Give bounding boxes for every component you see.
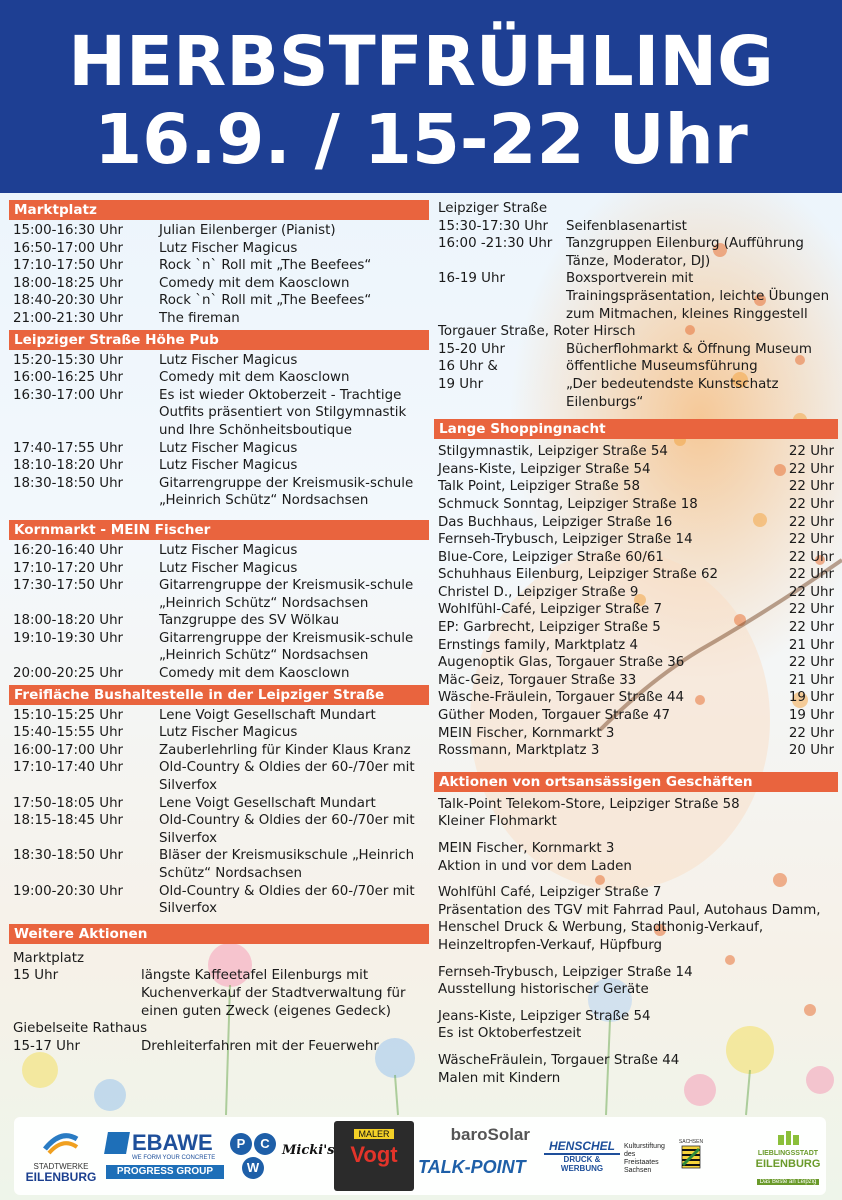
- shop-time: 21 Uhr: [788, 637, 834, 653]
- schedule-row: [434, 235, 838, 270]
- schedule-row: [9, 240, 429, 258]
- schedule-row: [9, 630, 429, 665]
- talkpoint-text: TALK-POINT: [418, 1157, 526, 1177]
- row-text: Lutz Fischer Magicus: [159, 352, 298, 368]
- shop-name: Talk Point, Leipziger Straße 58: [438, 479, 641, 495]
- maler-text: MALER: [354, 1129, 393, 1139]
- shop-row: [434, 619, 838, 637]
- shop-time: 19 Uhr: [788, 708, 834, 724]
- shop-row: [434, 584, 838, 602]
- left-column: [9, 200, 429, 1055]
- row-time: 15:10-15:25 Uhr: [13, 707, 124, 723]
- kulturstiftung-logo: [624, 1143, 674, 1183]
- schedule-row: [9, 369, 429, 387]
- shop-time: 22 Uhr: [788, 567, 834, 583]
- shop-time: 22 Uhr: [788, 584, 834, 600]
- action-block: [434, 964, 838, 999]
- row-text: Lene Voigt Gesellschaft Mundart: [159, 795, 376, 811]
- stadtwerke-emblem-icon: [41, 1129, 81, 1157]
- row-time: 16-19 Uhr: [438, 271, 505, 287]
- row-text: Lutz Fischer Magicus: [159, 440, 298, 456]
- row-text: Old-Country & Oldies der 60-/70er mit Silverfox: [159, 883, 415, 917]
- row-text: Gitarrengruppe der Kreismusik-schule „Heinrich Schütz“ Nordsachsen: [159, 630, 414, 664]
- sponsor-fineprint: [708, 1143, 748, 1179]
- section-weitere-title: Weitere Aktionen: [9, 924, 429, 944]
- henschel-text: HENSCHEL: [548, 1139, 615, 1153]
- castle-icon: [776, 1129, 800, 1145]
- row-text: öffentliche Museumsführung: [566, 359, 758, 375]
- row-text: Lutz Fischer Magicus: [159, 725, 298, 741]
- schedule-row: [9, 222, 429, 240]
- action-block: [434, 840, 838, 875]
- ebawe-slogan: WE FORM YOUR CONCRETE: [132, 1155, 216, 1161]
- page-subtitle: 16.9. / 15-22 Uhr: [94, 100, 748, 180]
- vogt-text: Vogt: [350, 1142, 398, 1167]
- shop-time: 22 Uhr: [788, 620, 834, 636]
- row-time: 18:00-18:25 Uhr: [13, 275, 124, 291]
- section-weitere: [9, 950, 429, 1056]
- schedule-row: [9, 883, 429, 918]
- ebawe-logo: [106, 1131, 224, 1187]
- shop-row: [434, 637, 838, 655]
- schedule-row: [9, 542, 429, 560]
- schedule-row: [9, 759, 429, 794]
- row-time: 17:10-17:50 Uhr: [13, 258, 124, 274]
- progress-group-text: PROGRESS GROUP: [106, 1165, 224, 1179]
- shop-row: [434, 478, 838, 496]
- row-text: längste Kaffeetafel Eilenburgs mit Kuchenverkauf der Stadtverwaltung für einen guten Zweck (eigenes Gedeck): [141, 968, 406, 1019]
- section-aktionen: [434, 796, 838, 1087]
- shop-time: 22 Uhr: [788, 725, 834, 741]
- row-text: Boxsportverein mit Trainingspräsentation, leichte Übungen zum Mitmachen, kleines Ringgestell: [566, 271, 830, 322]
- shop-row: [434, 601, 838, 619]
- header-banner: [0, 0, 842, 193]
- right-column: [434, 200, 838, 1096]
- shop-name: Rossmann, Marktplatz 3: [438, 743, 600, 759]
- shop-row: [434, 443, 838, 461]
- section-kornmarkt-title: Kornmarkt - MEIN Fischer: [9, 520, 429, 540]
- stadtwerke-city: EILENBURG: [25, 1170, 97, 1184]
- ebawe-mark-icon: [104, 1132, 130, 1154]
- row-time: 20:00-20:25 Uhr: [13, 666, 124, 682]
- schedule-row: [9, 457, 429, 475]
- row-time: 16:30-17:00 Uhr: [13, 387, 124, 403]
- row-text: Bläser der Kreismusikschule „Heinrich Schütz“ Nordsachsen: [159, 848, 415, 881]
- shop-time: 22 Uhr: [788, 444, 834, 460]
- row-time: 15:30-17:30 Uhr: [438, 218, 549, 234]
- schedule-row: [9, 292, 429, 310]
- shop-row: [434, 514, 838, 532]
- row-text: Old-Country & Oldies der 60-/70er mit Silverfox: [159, 813, 415, 846]
- lieb-text-3: Das Beste an Leipzig: [757, 1179, 820, 1185]
- schedule-row: [434, 270, 838, 323]
- row-text: Lene Voigt Gesellschaft Mundart: [159, 707, 376, 723]
- row-text: Zauberlehrling für Kinder Klaus Kranz: [159, 742, 411, 758]
- row-time: 16:20-16:40 Uhr: [13, 542, 124, 558]
- action-head: Jeans-Kiste, Leipziger Straße 54: [438, 1008, 651, 1024]
- row-text: Seifenblasenartist: [566, 218, 687, 234]
- row-text: Drehleiterfahren mit der Feuerwehr: [141, 1038, 379, 1054]
- pcw-p: P: [230, 1133, 252, 1155]
- pcw-c: C: [254, 1133, 276, 1155]
- ebawe-text: EBAWE: [132, 1130, 213, 1155]
- kultur-line-3: Freistaates: [624, 1159, 659, 1166]
- row-text: Rock `n` Roll mit „The Beefees“: [159, 293, 372, 309]
- action-head: Fernseh-Trybusch, Leipziger Straße 14: [438, 964, 693, 980]
- row-text: Gitarrengruppe der Kreismusik-schule „Heinrich Schütz“ Nordsachsen: [159, 475, 414, 509]
- shop-time: 22 Uhr: [788, 602, 834, 618]
- shop-row: [434, 461, 838, 479]
- row-time: 16:00-17:00 Uhr: [13, 742, 124, 758]
- row-time: 16 Uhr &: [438, 359, 498, 375]
- action-head: Wohlfühl Café, Leipziger Straße 7: [438, 885, 662, 901]
- row-time: 18:30-18:50 Uhr: [13, 475, 124, 491]
- row-text: Comedy mit dem Kaosclown: [159, 370, 350, 386]
- shop-name: Christel D., Leipziger Straße 9: [438, 584, 639, 600]
- shop-time: 22 Uhr: [788, 655, 834, 671]
- barosolar-text: baroSolar: [450, 1125, 530, 1144]
- place-label: Leipziger Straße: [438, 201, 548, 216]
- schedule-row: [9, 707, 429, 725]
- shop-time: 22 Uhr: [788, 479, 834, 495]
- schedule-row: [9, 440, 429, 458]
- shop-time: 22 Uhr: [788, 461, 834, 477]
- shop-row: [434, 742, 838, 760]
- row-time: 21:00-21:30 Uhr: [13, 310, 124, 326]
- lieblingsstadt-logo: [752, 1129, 824, 1189]
- shop-time: 22 Uhr: [788, 549, 834, 565]
- schedule-row: [9, 742, 429, 760]
- shop-time: 22 Uhr: [788, 532, 834, 548]
- place-label: Marktplatz: [13, 950, 84, 966]
- row-text: The fireman: [159, 310, 240, 326]
- row-time: 19:10-19:30 Uhr: [13, 630, 124, 646]
- schedule-row: [434, 341, 838, 359]
- row-text: Tanzgruppen Eilenburg (Aufführung Tänze, Moderator, DJ): [566, 236, 804, 269]
- row-time: 15-17 Uhr: [13, 1038, 80, 1054]
- schedule-row: [9, 724, 429, 742]
- schedule-row: [9, 612, 429, 630]
- shop-row: [434, 496, 838, 514]
- shop-name: Mäc-Geiz, Torgauer Straße 33: [438, 672, 637, 688]
- schedule-row: [434, 376, 838, 411]
- sachsen-text: SACHSEN: [678, 1139, 704, 1145]
- row-text: Lutz Fischer Magicus: [159, 458, 298, 474]
- section-aktionen-title: Aktionen von ortsansässigen Geschäften: [434, 772, 838, 792]
- row-time: 15-20 Uhr: [438, 341, 505, 357]
- section-shopping: [434, 443, 838, 760]
- action-body: Es ist Oktoberfestzeit: [438, 1026, 582, 1042]
- row-text: „Der bedeutendste Kunstschatz Eilenburgs“: [566, 376, 779, 410]
- row-time: 15:00-16:30 Uhr: [13, 223, 124, 238]
- shop-name: Güther Moden, Torgauer Straße 47: [438, 708, 671, 724]
- schedule-row: [9, 812, 429, 847]
- maler-vogt-logo: [334, 1121, 414, 1191]
- schedule-row: [9, 665, 429, 683]
- shop-name: Wohlfühl-Café, Leipziger Straße 7: [438, 602, 662, 618]
- shop-name: Wäsche-Fräulein, Torgauer Straße 44: [438, 690, 685, 706]
- row-text: Comedy mit dem Kaosclown: [159, 666, 350, 682]
- pcw-logo: [228, 1133, 280, 1187]
- row-time: 16:00-16:25 Uhr: [13, 370, 124, 386]
- action-block: [434, 796, 838, 831]
- shop-name: Jeans-Kiste, Leipziger Straße 54: [438, 461, 651, 477]
- row-time: 15:20-15:30 Uhr: [13, 352, 124, 368]
- section-bushalt: [9, 707, 429, 918]
- shop-time: 19 Uhr: [788, 690, 834, 706]
- shop-row: [434, 672, 838, 690]
- shop-row: [434, 654, 838, 672]
- row-text: Julian Eilenberger (Pianist): [159, 223, 336, 238]
- schedule-row: [434, 218, 838, 236]
- shop-row: [434, 566, 838, 584]
- row-time: 15 Uhr: [13, 968, 59, 984]
- shop-row: [434, 725, 838, 743]
- section-kornmarkt: [9, 542, 429, 683]
- row-time: 17:10-17:40 Uhr: [13, 760, 124, 776]
- section-bushalt-title: Freifläche Bushaltestelle in der Leipziger Straße: [9, 685, 429, 705]
- shop-name: EP: Garbrecht, Leipziger Straße 5: [438, 620, 661, 636]
- shop-row: [434, 707, 838, 725]
- action-body: Ausstellung historischer Geräte: [438, 982, 649, 998]
- shop-time: 20 Uhr: [788, 743, 834, 759]
- shop-name: Fernseh-Trybusch, Leipziger Straße 14: [438, 532, 693, 548]
- shop-name: Blue-Core, Leipziger Straße 60/61: [438, 549, 664, 565]
- sachsen-crest-icon: [681, 1145, 701, 1169]
- shop-time: 21 Uhr: [788, 672, 834, 688]
- schedule-row: [9, 577, 429, 612]
- shop-name: Augenoptik Glas, Torgauer Straße 36: [438, 655, 685, 671]
- shop-time: 22 Uhr: [788, 514, 834, 530]
- row-time: 17:50-18:05 Uhr: [13, 795, 124, 811]
- barosolar-talkpoint-logo: [418, 1125, 544, 1191]
- action-body: Malen mit Kindern: [438, 1070, 561, 1086]
- row-time: 19:00-20:30 Uhr: [13, 883, 124, 899]
- row-text: Es ist wieder Oktoberzeit - Trachtige Outfits präsentiert von Stilgymnastik und Ihre Schönheitsboutique: [159, 387, 407, 438]
- row-text: Lutz Fischer Magicus: [159, 560, 298, 576]
- row-time: 17:10-17:20 Uhr: [13, 560, 124, 576]
- row-text: Comedy mit dem Kaosclown: [159, 275, 350, 291]
- section-pub-title: Leipziger Straße Höhe Pub: [9, 330, 429, 350]
- page-title: HERBSTFRÜHLING: [68, 22, 774, 102]
- kultur-line-1: Kulturstiftung: [624, 1143, 665, 1150]
- pcw-w: W: [242, 1157, 264, 1179]
- stadtwerke-logo: [20, 1129, 102, 1187]
- schedule-row: [9, 310, 429, 328]
- schedule-row: [434, 358, 838, 376]
- shop-row: [434, 689, 838, 707]
- shop-time: 22 Uhr: [788, 496, 834, 512]
- row-time: 17:30-17:50 Uhr: [13, 578, 124, 594]
- henschel-logo: [544, 1139, 620, 1181]
- row-time: 18:30-18:50 Uhr: [13, 848, 124, 864]
- kultur-line-2: des: [624, 1151, 636, 1158]
- row-time: 17:40-17:55 Uhr: [13, 440, 124, 456]
- sponsor-footer: [14, 1117, 826, 1195]
- lieb-text-2: EILENBURG: [755, 1158, 821, 1170]
- action-body: Präsentation des TGV mit Fahrrad Paul, Autohaus Damm, Henschel Druck & Werbung, Stadthonig-Verkauf, Heinzeltropfen-Verkauf, Hüpfburg: [438, 902, 821, 953]
- kultur-line-4: Sachsen: [624, 1167, 652, 1174]
- row-text: Lutz Fischer Magicus: [159, 542, 298, 558]
- shop-row: [434, 549, 838, 567]
- lieb-text-1: LIEBLINGSSTADT: [757, 1150, 819, 1157]
- schedule-row: [9, 475, 429, 510]
- row-time: 15:40-15:55 Uhr: [13, 725, 124, 741]
- action-head: WäscheFräulein, Torgauer Straße 44: [438, 1052, 680, 1068]
- row-text: Gitarrengruppe der Kreismusik-schule „Heinrich Schütz“ Nordsachsen: [159, 578, 414, 611]
- section-shopping-title: Lange Shoppingnacht: [434, 419, 838, 439]
- action-head: Talk-Point Telekom-Store, Leipziger Straße 58: [438, 796, 740, 812]
- row-time: 18:10-18:20 Uhr: [13, 458, 124, 474]
- row-time: 18:00-18:20 Uhr: [13, 613, 124, 629]
- row-text: Lutz Fischer Magicus: [159, 240, 298, 256]
- schedule-row: [9, 795, 429, 813]
- schedule-row: [9, 275, 429, 293]
- mickis-logo: Micki's: [282, 1143, 335, 1158]
- action-body: Kleiner Flohmarkt: [438, 814, 557, 830]
- schedule-row: [9, 387, 429, 440]
- shop-name: Das Buchhaus, Leipziger Straße 16: [438, 514, 673, 530]
- schedule-row: [9, 560, 429, 578]
- schedule-row: [9, 967, 429, 1020]
- place-label: Torgauer Straße, Roter Hirsch: [438, 324, 636, 340]
- action-block: [434, 884, 838, 954]
- section-marktplatz: [9, 222, 429, 328]
- sachsen-logo: [678, 1139, 704, 1179]
- shop-name: Schuhhaus Eilenburg, Leipziger Straße 62: [438, 567, 718, 583]
- schedule-row: [9, 257, 429, 275]
- action-body: Aktion in und vor dem Laden: [438, 858, 632, 874]
- henschel-sub: DRUCK & WERBUNG: [544, 1153, 620, 1173]
- shop-name: Ernstings family, Marktplatz 4: [438, 637, 638, 653]
- place-label: Giebelseite Rathaus: [13, 1021, 148, 1037]
- schedule-row: [9, 1038, 429, 1056]
- schedule-row: [9, 352, 429, 370]
- row-text: Tanzgruppe des SV Wölkau: [159, 613, 340, 629]
- stadtwerke-text: STADTWERKE: [33, 1162, 89, 1171]
- shop-name: Schmuck Sonntag, Leipziger Straße 18: [438, 496, 698, 512]
- schedule-row: [9, 847, 429, 882]
- shop-name: Stilgymnastik, Leipziger Straße 54: [438, 444, 668, 460]
- action-head: MEIN Fischer, Kornmarkt 3: [438, 841, 615, 856]
- row-text: Rock `n` Roll mit „The Beefees“: [159, 258, 372, 274]
- action-block: [434, 1052, 838, 1087]
- section-pub: [9, 352, 429, 510]
- shop-name: MEIN Fischer, Kornmarkt 3: [438, 725, 615, 741]
- row-text: Bücherflohmarkt & Öffnung Museum: [566, 341, 812, 357]
- action-block: [434, 1008, 838, 1043]
- row-time: 16:00 -21:30 Uhr: [438, 236, 553, 252]
- row-time: 19 Uhr: [438, 376, 484, 392]
- row-time: 16:50-17:00 Uhr: [13, 240, 124, 256]
- row-time: 18:15-18:45 Uhr: [13, 813, 124, 829]
- row-text: Old-Country & Oldies der 60-/70er mit Silverfox: [159, 760, 415, 794]
- shop-row: [434, 531, 838, 549]
- section-leipziger-strasse: [434, 200, 838, 411]
- row-time: 18:40-20:30 Uhr: [13, 293, 124, 309]
- section-marktplatz-title: Marktplatz: [9, 200, 429, 220]
